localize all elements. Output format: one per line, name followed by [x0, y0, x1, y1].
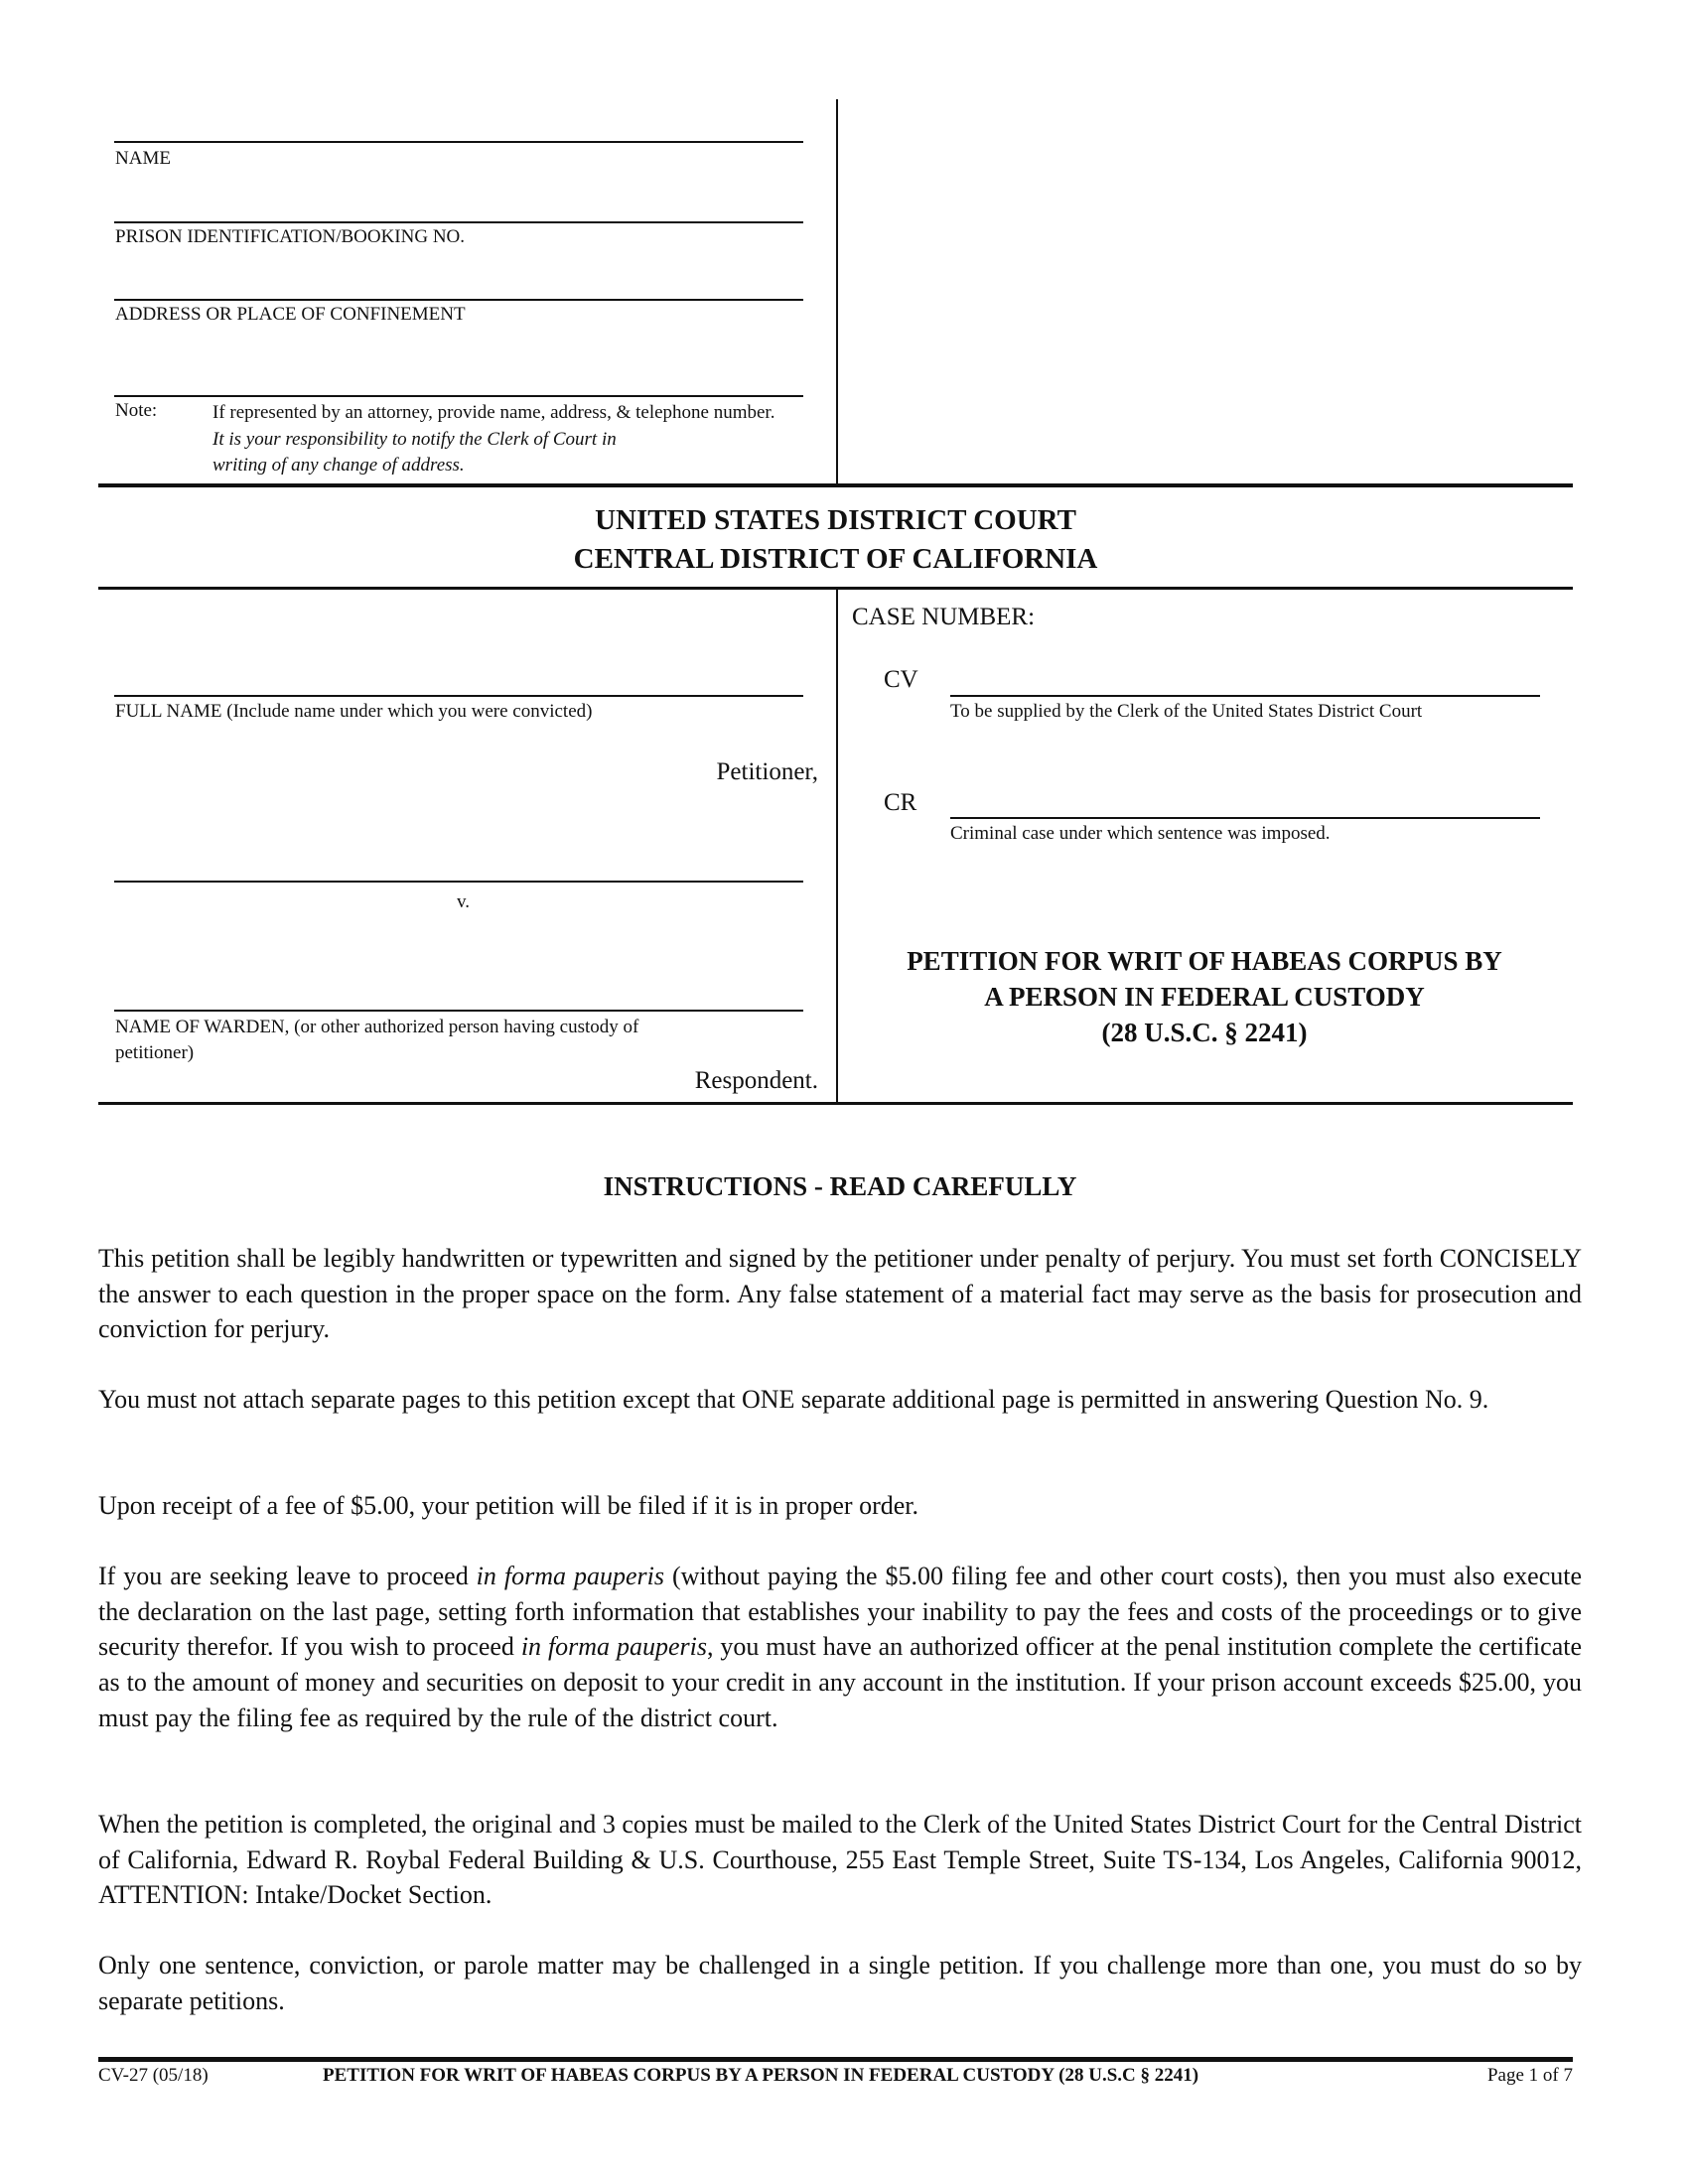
footer-form-id: CV-27 (05/18): [98, 2065, 209, 2086]
footer-page-number: Page 1 of 7: [1486, 2065, 1573, 2086]
court-title-line1: UNITED STATES DISTRICT COURT: [595, 504, 1076, 536]
instructions-paragraph-6: Only one sentence, conviction, or parole matter may be challenged in a single petition. If you challenge more than one, you must do so by separate petitions.: [98, 1951, 1582, 2015]
warden-name-field[interactable]: [114, 1010, 803, 1012]
petition-title-line3: (28 U.S.C. § 2241): [1101, 1018, 1308, 1047]
p4-text-c: (without paying the $5.00 filing fee and other court costs), then you must also execute the declaration on the last page, setting forth information that establishes your inability to pay the fees and costs of the proceedings or to give security therefor. If you wish to proceed: [98, 1562, 1582, 1662]
cr-note: Criminal case under which sentence was imposed.: [950, 823, 1331, 844]
p4-text-e: , you must have an authorized officer at the penal institution complete the certificate as to the amount of money and securities on deposit to your credit in any account in the institution. If your prison account exceeds $25.00, you must pay the filing fee as required by the rule of the district court.: [98, 1632, 1582, 1732]
cr-number-field[interactable]: [950, 817, 1540, 819]
p4-text-a: If you are seeking leave to proceed: [98, 1562, 477, 1590]
address-label: ADDRESS OR PLACE OF CONFINEMENT: [115, 304, 466, 325]
petitioner-field-line[interactable]: [114, 881, 803, 883]
warden-label: [115, 1015, 638, 1066]
note-italic-2: writing of any change of address.: [212, 455, 465, 476]
address-field-line2[interactable]: [114, 395, 803, 397]
instructions-paragraph-3: Upon receipt of a fee of $5.00, your petition will be filed if it is in proper order.: [98, 1491, 918, 1520]
instructions-paragraph-2: You must not attach separate pages to this petition except that ONE separate additional page is permitted in answering Question No. 9.: [98, 1385, 1489, 1414]
instructions-paragraph-1: This petition shall be legibly handwritten or typewritten and signed by the petitioner under penalty of perjury. You must set forth CONCISELY the answer to each question in the proper space on the form. Any false statement of a material fact may serve as the basis for prosecution and conviction for perjury.: [98, 1244, 1582, 1344]
p4-italic-1: in forma pauperis: [476, 1562, 664, 1590]
caption-divider-vertical: [836, 588, 838, 1103]
court-title: [98, 501, 1573, 579]
instructions-paragraph-4: [98, 1559, 1582, 1736]
prison-id-field[interactable]: [114, 221, 803, 223]
rule: [98, 1102, 1573, 1105]
prison-id-label: PRISON IDENTIFICATION/BOOKING NO.: [115, 226, 466, 247]
instructions-paragraph-5: When the petition is completed, the original and 3 copies must be mailed to the Clerk of the United States District Court for the Central District of California, Edward R. Roybal Federal Building & U.S. Courthouse, 255 East Temple Street, Suite TS-134, Los Angeles, California 90012, ATTENTION: Intake/Docket Section.: [98, 1810, 1582, 1910]
respondent-label: Respondent.: [694, 1067, 818, 1094]
header-divider-vertical: [836, 99, 838, 485]
full-name-label: FULL NAME (Include name under which you were convicted): [115, 701, 593, 722]
address-field[interactable]: [114, 299, 803, 301]
petition-title: [852, 943, 1557, 1050]
note-label: Note:: [115, 400, 158, 421]
rule: [98, 483, 1573, 487]
case-number-label: CASE NUMBER:: [852, 604, 1036, 630]
footer-title: PETITION FOR WRIT OF HABEAS CORPUS BY A PERSON IN FEDERAL CUSTODY (28 U.S.C § 2241): [323, 2065, 1199, 2086]
petition-title-line2: A PERSON IN FEDERAL CUSTODY: [984, 982, 1425, 1012]
full-name-field[interactable]: [114, 695, 803, 697]
p4-italic-2: in forma pauperis: [520, 1632, 707, 1662]
note-text: [212, 400, 804, 479]
note-text-plain: If represented by an attorney, provide name, address, & telephone number.: [212, 402, 775, 423]
cr-label: CR: [884, 789, 917, 816]
warden-label-line2: petitioner): [115, 1042, 195, 1063]
versus-label: v.: [457, 891, 471, 912]
instructions-heading: INSTRUCTIONS - READ CAREFULLY: [603, 1171, 1077, 1201]
petition-title-line1: PETITION FOR WRIT OF HABEAS CORPUS BY: [907, 946, 1502, 976]
court-title-line2: CENTRAL DISTRICT OF CALIFORNIA: [573, 543, 1098, 575]
name-label: NAME: [115, 148, 171, 169]
cv-number-field[interactable]: [950, 695, 1540, 697]
cv-note: To be supplied by the Clerk of the United States District Court: [950, 701, 1423, 722]
warden-label-line1: NAME OF WARDEN, (or other authorized person having custody of: [115, 1017, 639, 1037]
name-field[interactable]: [114, 141, 803, 143]
petitioner-label: Petitioner,: [716, 758, 818, 785]
cv-label: CV: [884, 666, 918, 693]
note-italic-1: It is your responsibility to notify the Clerk of Court in: [212, 428, 617, 450]
footer-rule: [98, 2057, 1573, 2062]
